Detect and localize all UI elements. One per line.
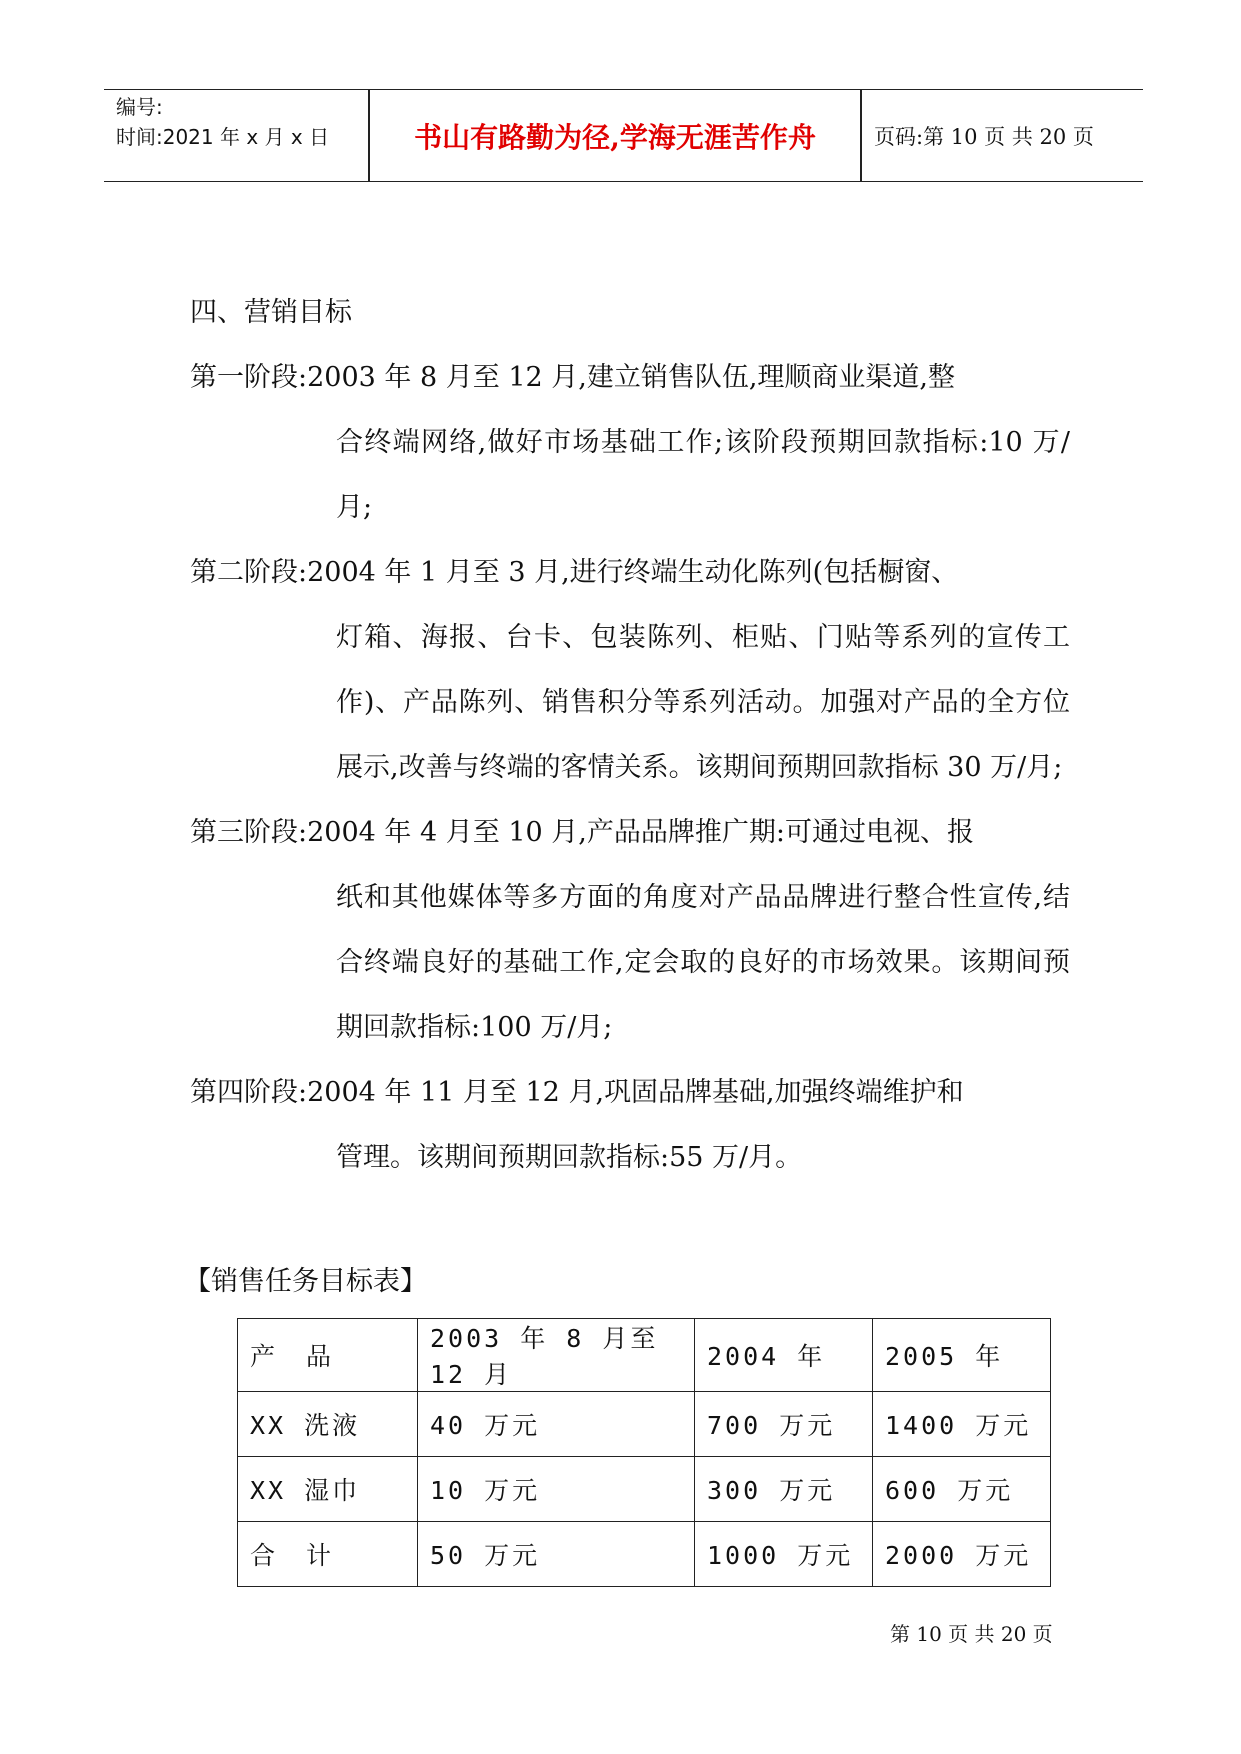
table-title: 【销售任务目标表】: [184, 1266, 427, 1297]
stage-text: 2004 年 1 月至 3 月,进行终端生动化陈列(包括橱窗、: [307, 557, 959, 588]
stage-label: 第一阶段:: [190, 362, 308, 393]
document-time-label: 时间:2021 年 x 月 x 日: [116, 125, 330, 149]
stage-block: [190, 800, 1070, 1060]
table-header-cell: 产 品: [238, 1319, 418, 1392]
table-header-cell: 2004 年: [695, 1319, 873, 1392]
stage-text: 2003 年 8 月至 12 月,建立销售队伍,理顺商业渠道,整: [307, 362, 956, 393]
table-row: [238, 1457, 1051, 1522]
table-cell: 2000 万元: [873, 1522, 1051, 1587]
header-divider: [860, 90, 862, 181]
stage-text-continued: 灯箱、海报、台卡、包装陈列、柜贴、门贴等系列的宣传工作)、产品陈列、销售积分等系列活动。加强对产品的全方位展示,改善与终端的客情关系。该期间预期回款指标 30 万/月;: [336, 622, 1070, 783]
document-number-label: 编号:: [116, 95, 163, 119]
stage-block: [190, 1060, 1070, 1190]
table-cell: XX 洗液: [238, 1392, 418, 1457]
stage-label: 第三阶段:: [190, 817, 308, 848]
table-cell: 1400 万元: [873, 1392, 1051, 1457]
sales-target-table: [237, 1318, 1051, 1587]
table-row: [238, 1522, 1051, 1587]
stage-label: 第二阶段:: [190, 557, 308, 588]
header-meta: [116, 92, 366, 152]
table-cell: 600 万元: [873, 1457, 1051, 1522]
stage-text-continued: 管理。该期间预期回款指标:55 万/月。: [336, 1142, 803, 1173]
page-footer: 第 10 页 共 20 页: [890, 1622, 1053, 1646]
stage-text-continued: 纸和其他媒体等多方面的角度对产品品牌进行整合性宣传,结合终端良好的基础工作,定会取的良好的市场效果。该期间预期回款指标:100 万/月;: [336, 882, 1070, 1043]
section-title: 四、营销目标: [190, 297, 352, 328]
header-motto: 书山有路勤为径,学海无涯苦作舟: [414, 120, 816, 154]
table-header-cell: 2003 年 8 月至 12 月: [418, 1319, 695, 1392]
page-header: [104, 89, 1143, 182]
table-cell: 合 计: [238, 1522, 418, 1587]
stage-block: [190, 540, 1070, 800]
table-cell: 1000 万元: [695, 1522, 873, 1587]
table-cell: 40 万元: [418, 1392, 695, 1457]
table-cell: 10 万元: [418, 1457, 695, 1522]
stage-text: 2004 年 4 月至 10 月,产品品牌推广期:可通过电视、报: [307, 817, 974, 848]
header-page-info: 页码:第 10 页 共 20 页: [874, 124, 1094, 149]
stage-text-continued: 合终端网络,做好市场基础工作;该阶段预期回款指标:10 万/月;: [336, 427, 1070, 523]
table-cell: 700 万元: [695, 1392, 873, 1457]
table-cell: 50 万元: [418, 1522, 695, 1587]
stage-block: [190, 345, 1070, 540]
stage-text: 2004 年 11 月至 12 月,巩固品牌基础,加强终端维护和: [307, 1077, 964, 1108]
table-cell: XX 湿巾: [238, 1457, 418, 1522]
stage-label: 第四阶段:: [190, 1077, 308, 1108]
table-cell: 300 万元: [695, 1457, 873, 1522]
document-body: [190, 280, 1070, 1190]
table-row: [238, 1392, 1051, 1457]
table-header-cell: 2005 年: [873, 1319, 1051, 1392]
table-header-row: [238, 1319, 1051, 1392]
